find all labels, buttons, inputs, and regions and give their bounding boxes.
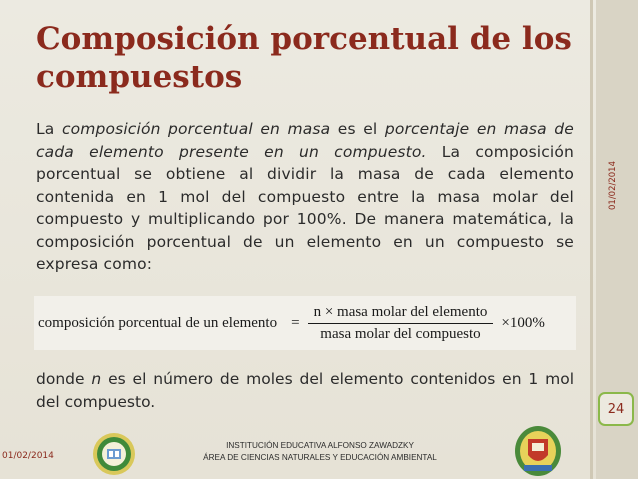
- formula-fraction: [308, 304, 494, 343]
- text-run: donde: [36, 370, 92, 388]
- formula-multiplier: ×100%: [501, 314, 545, 331]
- text-run: La composición porcentual se obtiene al dividir la masa de cada elemento contenida en 1 mol del compuesto entre la masa molar del compuesto y multiplicando por 100%. De manera matemática, la composición porcentual de un elemento en un compuesto se expresa como:: [36, 142, 574, 273]
- footer-date: 01/02/2014: [2, 451, 54, 461]
- text-run: es el número de moles del elemento contenidos en 1 mol del compuesto.: [36, 370, 574, 411]
- institution-name: INSTITUCIÓN EDUCATIVA ALFONSO ZAWADZKY: [226, 441, 414, 450]
- right-bar-divider: [590, 0, 593, 479]
- page-number-badge: 24: [598, 392, 634, 426]
- text-run-italic: n: [91, 370, 102, 388]
- text-run-italic: porcentaje en masa de cada elemento presente en un compuesto.: [36, 120, 574, 161]
- note-paragraph: [36, 368, 574, 414]
- text-run: es el: [330, 120, 385, 138]
- school-shield-logo-icon: [92, 432, 136, 476]
- school-crest-logo-icon: [514, 425, 562, 477]
- body-paragraph: [36, 118, 574, 276]
- side-date: 01/02/2014: [608, 161, 618, 210]
- text-run-italic: composición porcentual en masa: [61, 120, 331, 138]
- formula-lhs: composición porcentual de un elemento: [38, 314, 278, 331]
- percent-composition-formula: [38, 296, 578, 350]
- slide-title: Composición porcentual de los compuestos: [36, 21, 572, 95]
- formula-numerator: n × masa molar del elemento: [308, 304, 494, 324]
- institution-area: ÁREA DE CIENCIAS NATURALES Y EDUCACIÓN AMBIENTAL: [203, 453, 437, 462]
- formula-equals: =: [291, 314, 300, 331]
- formula-denominator: masa molar del compuesto: [320, 325, 481, 342]
- footer-institution: [150, 440, 490, 464]
- text-run: La: [36, 120, 62, 138]
